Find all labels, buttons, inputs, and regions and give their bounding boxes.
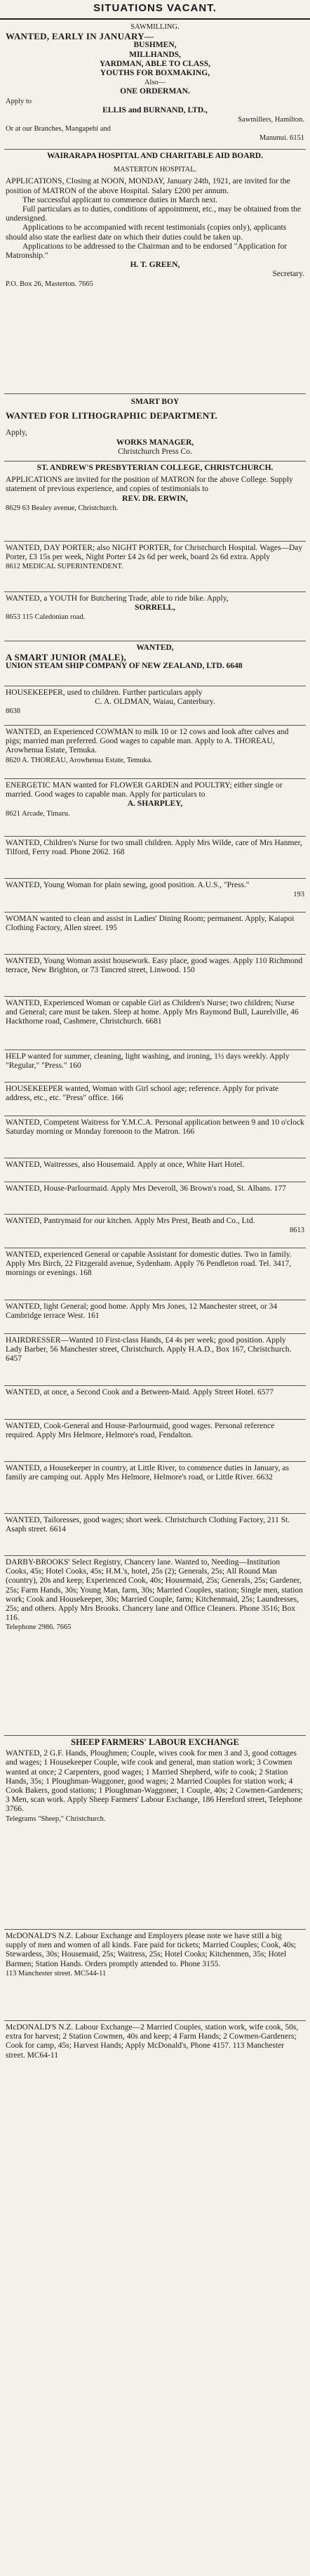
divider <box>4 878 306 879</box>
ad-body: APPLICATIONS are invited for the position of MATRON for the above College. Supply statement of previous experience, and copies of testimonials to <box>6 476 293 494</box>
ad-young-woman-sewing <box>6 881 304 899</box>
ad-line: 113 Manchester street. MC544-11 <box>6 1969 107 1977</box>
ad-hairdresser <box>6 1336 304 1364</box>
ad-body: WANTED, Tailoresses, good wages; short week. Christchurch Clothing Factory, 211 St. Asaph street. 6614 <box>6 1516 290 1534</box>
ad-body: WANTED, a YOUTH for Butchering Trade, able to ride bike. Apply, <box>6 594 229 603</box>
ad-line: Sawmillers, Hamilton. <box>238 116 304 124</box>
ad-line: Manunui. 6151 <box>259 134 304 143</box>
ad-body: WANTED, Young Woman assist housework. Easy place, good wages. Apply 110 Richmond terrace, New Brighton, or 73 Tancred street, Linwood. 150 <box>6 957 303 975</box>
ad-help-summer <box>6 1052 304 1071</box>
ad-line: 8629 63 Bealey avenue, Christchurch. <box>6 504 119 512</box>
divider <box>4 591 306 592</box>
ad-lead: WANTED FOR LITHOGRAPHIC DEPARTMENT. <box>6 410 218 421</box>
ad-body: The successful applicant to commence duties in March next. <box>22 195 218 204</box>
ad-body: HOUSEKEEPER wanted, Woman with Girl school age; reference. Apply for private address, etc., etc. "Press" office. 166 <box>6 1085 279 1103</box>
ad-line: 193 <box>293 891 304 899</box>
ad-line: Telegrams "Sheep," Christchurch. <box>6 1815 106 1823</box>
ad-body: HOUSEKEEPER, used to children. Further particulars apply <box>6 688 203 697</box>
divider <box>4 541 306 542</box>
ad-darby-brooks <box>6 1558 304 1633</box>
divider <box>4 1082 306 1083</box>
ad-signature: A. SHARPLEY, <box>127 799 183 809</box>
divider <box>4 1419 306 1420</box>
ad-body: DARBY-BROOKS' Select Registry, Chancery lane. Wanted to, Needing—Institution Cooks, 45s; Hotel Cooks, 45s; H.M.'s, hotel, 25s (2); Generals, 25s; All Round Man (country), 20s and keep; Experienced Cook, 40s; Housemaid, 25s; Generals, 25s; Gardener, 25s; Farm Hands, 30s; Young Man, farm, 30s; Married Couples, station; Single men, station work; Cook and Housekeeper, 30s; Married Couple, farm; Kitchenmaid, 25s; Laundresses, 25s; and others. Apply Mrs Brooks. Chancery lane and Office Cleaners. Phone 3516; Box 116. <box>6 1558 303 1623</box>
divider <box>4 954 306 955</box>
ad-mcdonalds-1 <box>6 1932 304 1978</box>
ad-smart-junior <box>6 643 304 672</box>
ad-heading: SAWMILLING. <box>130 23 180 31</box>
ad-body: McDONALD'S N.Z. Labour Exchange and Employers please note we have still a big supply of men and women of all kinds. Fare paid for tickets; Married Couples; Cook, 40s; Stewardess, 30s; Housemaid, 25s; Waitress, 25s; Hotel Cooks; Kitchenmen, 35s; Hotel Barmen; Station Hands. Orders promptly attended to. Phone 3155. <box>6 1932 297 1968</box>
ad-line: UNION STEAM SHIP COMPANY OF NEW ZEALAND, LTD. 6648 <box>6 662 243 671</box>
ad-body: WANTED, House-Parlourmaid. Apply Mrs Deveroll, 36 Brown's road, St. Albans. 177 <box>6 1184 287 1193</box>
ad-woman-clean <box>6 915 304 933</box>
ad-body: HELP wanted for summer, cleaning, light washing, and ironing, 1½ days weekly. Apply "Regular," "Press." 160 <box>6 1052 290 1071</box>
ad-body: WANTED, Children's Nurse for two small children. Apply Mrs Wilde, care of Mrs Hanmer, Tilford, Ferry road. Phone 2062. 168 <box>6 839 302 857</box>
ad-line: Apply, <box>6 429 27 438</box>
ad-body: WANTED, Competent Waitress for Y.M.C.A. Personal application between 9 and 10 o'clock Saturday morning or Monday forenoon to the Matron. 166 <box>6 1118 304 1137</box>
ad-line: 8620 A. THOREAU, Arowhenua Estate, Temuka. <box>6 756 153 764</box>
ad-body: WANTED, DAY PORTER; also NIGHT PORTER, for Christchurch Hospital. Wages—Day Porter, £3 15s per week, Night Porter £4 2s 6d per week, board 2s 6d extra. Apply <box>6 544 303 562</box>
ad-body: ENERGETIC MAN wanted for FLOWER GARDEN and POULTRY; either single or married. Good wages to capable man. Apply for particulars to <box>6 781 283 799</box>
ad-experienced-general <box>6 1250 304 1279</box>
ad-day-porter <box>6 544 304 572</box>
divider <box>4 996 306 997</box>
ad-line: YARDMAN, ABLE TO CLASS, <box>100 59 210 68</box>
divider <box>4 2020 306 2021</box>
ad-body: WANTED, Experienced Woman or capable Girl as Children's Nurse; two children; Nurse and General; care must be taken. Sleep at home. Apply Mrs Raymond Bull, Laurelville, 46 Hackthorne road, Cashmere, Christchurch. 6681 <box>6 999 299 1026</box>
ad-body: WANTED, Cook-General and House-Parlourmaid, good wages. Personal reference required. Apply Mrs Helmore, Helmore's road, Fendalton. <box>6 1422 275 1440</box>
ad-line: C. A. OLDMAN, Waiau, Canterbury. <box>95 698 215 707</box>
divider <box>4 912 306 913</box>
ad-line: BUSHMEN, <box>133 41 177 50</box>
divider <box>4 149 306 150</box>
ad-cook-general <box>6 1422 304 1440</box>
divider <box>4 1385 306 1386</box>
ad-body: WANTED, Young Woman for plain sewing, good position. A.U.S., "Press." <box>6 881 250 889</box>
ad-st-andrews <box>6 464 304 513</box>
ad-line: MILLHANDS, <box>129 50 181 59</box>
ad-waitresses-white-hart <box>6 1160 304 1170</box>
ad-heading: SMART BOY <box>130 398 180 406</box>
ad-housekeeper-girl <box>6 1085 304 1103</box>
ad-body: WANTED, a Housekeeper in country, at Little River, to commence duties in January, as family are camping out. Apply Mrs Helmore, Helmore's road, or Little River. 6632 <box>6 1464 289 1482</box>
ad-signature: H. T. GREEN, <box>130 261 180 270</box>
ad-line: Also— <box>144 79 166 87</box>
ad-smart-boy <box>6 398 304 457</box>
ad-body: WANTED, experienced General or capable Assistant for domestic duties. Two in family. Apply Mrs Birch, 22 Fitzgerald avenue, Sydenham. Apply 76 Pendleton road. Tel. 3417, mornings or evenings. 168 <box>6 1250 292 1278</box>
ad-line: 8613 <box>290 1227 304 1235</box>
ad-body: WANTED, at once, a Second Cook and a Between-Maid. Apply Street Hotel. 6577 <box>6 1388 274 1397</box>
ad-body: WOMAN wanted to clean and assist in Ladies' Dining Room; permanent. Apply, Kaiapoi Clothing Factory, Allen street. 195 <box>6 915 295 933</box>
ad-youth-butchering <box>6 594 304 622</box>
divider <box>4 1929 306 1930</box>
ad-line: ONE ORDERMAN. <box>120 87 190 96</box>
ad-light-general <box>6 1302 304 1321</box>
ad-line: Apply to <box>6 97 32 105</box>
ad-young-woman-housework <box>6 957 304 975</box>
ad-line: Or at our Branches, Mangapehi and <box>6 125 111 133</box>
divider <box>4 1214 306 1215</box>
divider <box>4 836 306 837</box>
ad-heading: ST. ANDREW'S PRESBYTERIAN COLLEGE, CHRISTCHURCH. <box>36 464 274 472</box>
ad-housekeeper-oldman <box>6 688 304 717</box>
ad-second-cook <box>6 1388 304 1397</box>
divider <box>4 1333 306 1334</box>
ad-waitress-ymca <box>6 1118 304 1137</box>
ad-signature: REV. DR. ERWIN, <box>122 494 188 503</box>
divider <box>4 1555 306 1556</box>
page-title: SITUATIONS VACANT. <box>0 0 310 20</box>
divider <box>4 461 306 462</box>
ad-line: 8612 MEDICAL SUPERINTENDENT. <box>6 563 123 571</box>
ad-line: WORKS MANAGER, <box>116 438 194 447</box>
ad-energetic-man <box>6 781 304 818</box>
divider <box>4 1513 306 1514</box>
divider <box>4 778 306 779</box>
ad-line: Christchurch Press Co. <box>118 447 192 456</box>
divider <box>4 393 306 394</box>
ad-wairarapa-hospital <box>6 152 304 289</box>
divider <box>4 1735 306 1736</box>
ad-line: 8653 115 Caledonian road. <box>6 613 86 622</box>
ad-childrens-nurse <box>6 839 304 857</box>
ad-sheep-farmers <box>6 1738 304 1824</box>
ad-body: Applications to be addressed to the Chairman and to be endorsed "Application for Matronship." <box>6 242 288 261</box>
ad-heading: SHEEP FARMERS' LABOUR EXCHANGE <box>71 1737 239 1747</box>
ad-body: WANTED, Waitresses, also Housemaid. Apply at once, White Hart Hotel. <box>6 1160 245 1169</box>
ad-body: Full particulars as to duties, conditions of appointment, etc., may be obtained from the undersigned. <box>6 205 301 223</box>
ad-housekeeper-little-river <box>6 1464 304 1482</box>
ad-line: Secretary. <box>272 270 304 279</box>
ad-line: 8638 <box>6 707 20 716</box>
ad-heading: WANTED, <box>136 643 174 652</box>
ad-experienced-woman <box>6 999 304 1027</box>
ad-body: APPLICATIONS, Closing at NOON, MONDAY, January 24th, 1921, are invited for the position of MATRON of the above Hospital. Salary £200 per annum. <box>6 177 290 195</box>
ad-body: McDONALD'S N.Z. Labour Exchange—2 Married Couples, station work, wife cook, 50s, extra for harvest; 2 Station Cowmen, 40s and keep; 4 Farm Hands; 2 Cowmen-Gardeners; Cook for camp, 45s; Harvest Hands; Apply McDonald's, Phone 4157. 113 Manchester street. MC64-11 <box>6 2023 299 2060</box>
divider <box>4 725 306 726</box>
ad-pantrymaid <box>6 1217 304 1235</box>
ad-body: WANTED, an Experienced COWMAN to milk 10 or 12 cows and look after calves and pigs; married man preferred. Good wages to capable man. Apply to A. THOREAU, Arowhenua Estate, Temuka. <box>6 728 289 755</box>
ad-mcdonalds-2 <box>6 2023 304 2060</box>
divider <box>4 1461 306 1462</box>
ad-line: P.O. Box 26, Masterton. 7665 <box>6 280 93 288</box>
ad-line: Telephone 2986. 7665 <box>6 1623 72 1632</box>
ad-body: WANTED, 2 G.F. Hands, Ploughmen; Couple, wives cook for men 3 and 3, good cottages and wages; 1 Housekeeper Couple, wife cook and general, man station work; 3 Cowmen wanted at once; 2 Carpenters, good wages; 1 Married Shepherd, wife to cook; 2 Station Hands, 35s; 1 Ploughman-Waggoner, good wages; 2 Married Couples for station work; 4 Cook Bakers, good stations; 1 Ploughman-Waggoner, 1 Couple, 40s; 2 Cowmen-Gardeners; 3 Men, scan work. Apply Sheep Farmers' Labour Exchange, 186 Hereford street, Telephone 3766. <box>6 1749 303 1814</box>
ad-line: 8621 Arcade, Timaru. <box>6 809 70 818</box>
ad-tailoresses <box>6 1516 304 1534</box>
ad-line: ELLIS and BURNAND, LTD., <box>102 105 208 115</box>
ad-lead: WANTED, EARLY IN JANUARY— <box>6 31 154 42</box>
ad-body: WANTED, Pantrymaid for our kitchen. Apply Mrs Prest, Beath and Co., Ltd. <box>6 1217 255 1225</box>
ad-body: HAIRDRESSER—Wanted 10 First-class Hands, £4 4s per week; good position. Apply Lady Barber, 56 Manchester street, Christchurch. Apply H.A.D., Box 167, Christchurch. 6457 <box>6 1336 292 1364</box>
ad-cowman <box>6 728 304 765</box>
ad-signature: SORRELL, <box>135 603 175 613</box>
ad-sawmilling <box>6 22 304 143</box>
ad-line: YOUTHS FOR BOXMAKING, <box>100 69 210 78</box>
ad-body: WANTED, light General; good home. Apply Mrs Jones, 12 Manchester street, or 34 Cambridge terrace West. 161 <box>6 1302 278 1321</box>
ad-house-parlourmaid <box>6 1184 304 1194</box>
ad-lead: A SMART JUNIOR (MALE), <box>6 652 127 663</box>
ad-subheading: MASTERTON HOSPITAL. <box>113 166 197 174</box>
ad-body: Applications to be accompanied with recent testimonials (copies only), applicants should also state the earliest date on which their duties could be taken up. <box>6 223 287 242</box>
ad-heading: WAIRARAPA HOSPITAL AND CHARITABLE AID BOARD. <box>47 152 263 160</box>
